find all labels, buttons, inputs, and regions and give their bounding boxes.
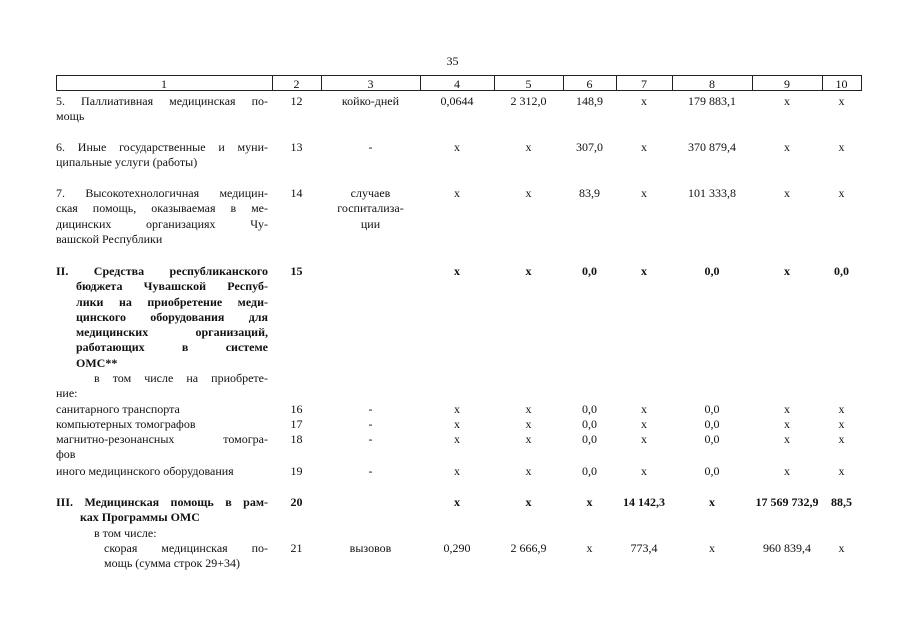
subheading-including: в том числе на приобрете- ние: <box>56 371 268 401</box>
row-code: 14 <box>290 186 303 200</box>
row-code: 19 <box>290 464 303 478</box>
row-col8: х <box>709 541 715 555</box>
col-divider <box>861 75 862 90</box>
row-col7: х <box>641 264 647 278</box>
page-number: 35 <box>446 54 459 68</box>
row-col5: х <box>525 402 532 416</box>
row-name: магнитно-резонансных томогра- фов <box>56 432 268 462</box>
row-col4: 0,290 <box>443 541 471 555</box>
row-col7: х <box>641 402 647 416</box>
header-top-border <box>56 75 862 76</box>
row-code: 18 <box>290 432 303 446</box>
header-col-7: 7 <box>641 77 647 91</box>
row-unit: - <box>368 402 373 416</box>
row-col9: 960 839,4 <box>763 541 811 555</box>
row-col4: х <box>454 140 460 154</box>
row-col6: 148,9 <box>576 94 603 108</box>
row-col8: 179 883,1 <box>688 94 736 108</box>
row-col4: х <box>454 264 460 278</box>
data-table <box>56 75 862 575</box>
row-col9: 17 569 732,9 <box>755 495 819 509</box>
row-col6: 0,0 <box>582 264 597 278</box>
header-col-5: 5 <box>525 77 532 91</box>
row-code: 17 <box>290 417 303 431</box>
row-code: 21 <box>290 541 303 555</box>
row-col10: х <box>838 432 845 446</box>
row-col8: 0,0 <box>704 417 720 431</box>
row-col5: х <box>525 186 532 200</box>
header-col-3: 3 <box>367 77 374 91</box>
section-ii-title: II. Средства республиканского бюджета Чувашской Респуб- лики на приобретение меди- цинского оборудования для медицинских организаций, работающих в системе ОМС** <box>56 264 268 370</box>
row-col8: 101 333,8 <box>688 186 736 200</box>
row-col10: х <box>838 464 845 478</box>
row-col5: 2 312,0 <box>510 94 547 108</box>
row-col7: х <box>641 94 647 108</box>
row-col8: 0,0 <box>704 432 720 446</box>
row-col7: х <box>641 140 647 154</box>
row-col5: х <box>525 464 532 478</box>
header-col-6: 6 <box>586 77 593 91</box>
row-col9: х <box>784 186 790 200</box>
row-col8: 0,0 <box>704 264 720 278</box>
header-col-2: 2 <box>293 77 300 91</box>
row-unit: - <box>368 140 373 154</box>
row-col10: 88,5 <box>831 495 852 509</box>
row-col8: х <box>709 495 715 509</box>
row-col6: х <box>586 541 593 555</box>
row-name: санитарного транспорта <box>56 402 180 416</box>
row-col7: 14 142,3 <box>623 495 665 509</box>
row-col10: х <box>838 94 845 108</box>
row-col7: х <box>641 432 647 446</box>
row-code: 20 <box>290 495 303 509</box>
row-col4: х <box>454 186 460 200</box>
row-code: 13 <box>290 140 303 154</box>
row-col4: х <box>454 495 460 509</box>
row-name: 6. Иные государственные и муни- ципальные услуги (работы) <box>56 140 268 170</box>
row-col6: 83,9 <box>579 186 600 200</box>
row-name: 7. Высокотехнологичная медицин- ская помощь, оказываемая в ме- дицинских организациях Чу- вашской Республики <box>56 186 268 246</box>
row-unit: койко-дней <box>341 94 400 108</box>
row-col9: х <box>784 402 790 416</box>
row-col9: х <box>784 264 790 278</box>
row-col5: х <box>525 417 532 431</box>
row-col7: х <box>641 464 647 478</box>
subheading-including: в том числе: <box>94 526 157 540</box>
row-name: скорая медицинская по- мощь (сумма строк 29+34) <box>104 541 268 571</box>
header-col-8: 8 <box>709 77 715 91</box>
row-col5: х <box>525 140 532 154</box>
row-col4: х <box>454 464 460 478</box>
row-col4: х <box>454 417 460 431</box>
row-col6: 0,0 <box>582 402 597 416</box>
section-iii-title: III. Медицинская помощь в рам- ках Программы ОМС <box>56 495 268 525</box>
row-col4: х <box>454 402 460 416</box>
header-col-4: 4 <box>454 77 460 91</box>
row-unit: вызовов <box>349 541 392 555</box>
row-col7: х <box>641 417 647 431</box>
row-name: 5. Паллиативная медицинская по- мощь <box>56 94 268 124</box>
header-col-10: 10 <box>835 77 848 91</box>
header-col-9: 9 <box>784 77 790 91</box>
row-col5: х <box>525 432 532 446</box>
row-col9: х <box>784 417 790 431</box>
row-col10: х <box>838 140 845 154</box>
header-col-1: 1 <box>161 77 167 91</box>
row-col4: 0,0644 <box>440 94 474 108</box>
row-col9: х <box>784 464 790 478</box>
row-col10: х <box>838 417 845 431</box>
row-col7: 773,4 <box>630 541 658 555</box>
row-col5: 2 666,9 <box>510 541 547 555</box>
row-col4: х <box>454 432 460 446</box>
row-col9: х <box>784 432 790 446</box>
row-col6: 0,0 <box>582 464 597 478</box>
row-col8: 0,0 <box>704 464 720 478</box>
row-col5: х <box>525 495 532 509</box>
row-col10: х <box>838 402 845 416</box>
row-code: 12 <box>290 94 303 108</box>
row-name: иного медицинского оборудования <box>56 464 234 478</box>
row-code: 15 <box>290 264 303 278</box>
row-unit: - <box>368 464 373 478</box>
row-col8: 370 879,4 <box>688 140 736 154</box>
row-unit: - <box>368 417 373 431</box>
row-col6: 307,0 <box>576 140 603 154</box>
row-col10: х <box>838 186 845 200</box>
row-name: компьютерных томографов <box>56 417 196 431</box>
row-unit: - <box>368 432 373 446</box>
row-unit: случаев госпитализа- ции <box>337 186 404 231</box>
row-col6: 0,0 <box>582 432 597 446</box>
row-col6: х <box>586 495 593 509</box>
row-code: 16 <box>290 402 303 416</box>
row-col5: х <box>525 264 532 278</box>
row-col9: х <box>784 140 790 154</box>
row-col10: х <box>838 541 845 555</box>
row-col10: 0,0 <box>834 264 849 278</box>
row-col6: 0,0 <box>582 417 597 431</box>
row-col9: х <box>784 94 790 108</box>
row-col8: 0,0 <box>704 402 720 416</box>
row-col7: х <box>641 186 647 200</box>
